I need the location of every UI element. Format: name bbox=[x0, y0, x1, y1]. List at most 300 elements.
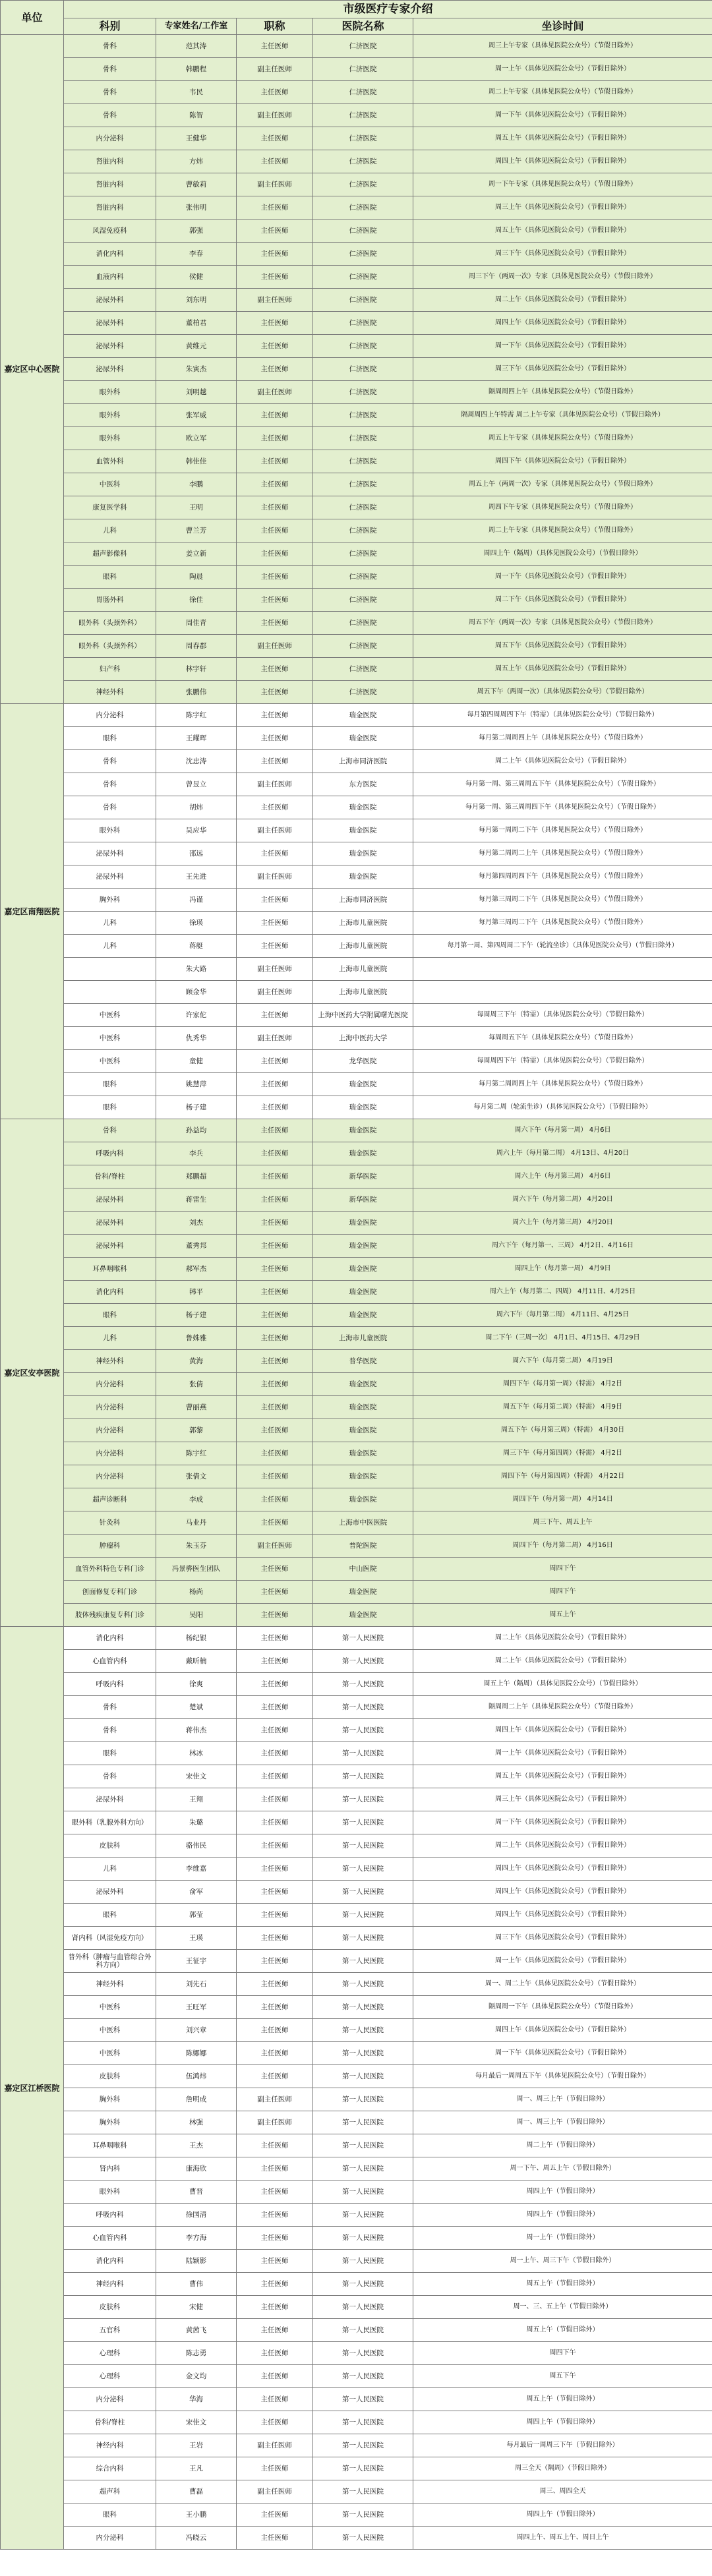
table-row bbox=[1, 2457, 712, 2480]
hospital-cell: 瑞金医院 bbox=[313, 1396, 413, 1419]
name-cell: 林宇轩 bbox=[156, 658, 237, 681]
time-cell: 周一下午（具体见医院公众号）（节假日除外） bbox=[413, 104, 712, 127]
rank-cell: 副主任医师 bbox=[237, 773, 313, 796]
rank-cell: 主任医师 bbox=[237, 2388, 313, 2411]
hospital-cell: 瑞金医院 bbox=[313, 1465, 413, 1488]
dept-cell: 五官科 bbox=[64, 2319, 156, 2342]
name-cell: 韩平 bbox=[156, 1281, 237, 1304]
rank-cell: 副主任医师 bbox=[237, 2088, 313, 2111]
table-row bbox=[1, 2181, 712, 2204]
hospital-cell: 龙华医院 bbox=[313, 1050, 413, 1073]
dept-cell: 眼外科 bbox=[64, 427, 156, 450]
hospital-cell: 瑞金医院 bbox=[313, 1488, 413, 1511]
hospital-cell: 第一人民医院 bbox=[313, 2088, 413, 2111]
time-cell: 隔周周一下午（具体见医院公众号）（节假日除外） bbox=[413, 1996, 712, 2019]
hospital-cell: 上海市儿童医院 bbox=[313, 981, 413, 1004]
table-row bbox=[1, 127, 712, 150]
table-row bbox=[1, 889, 712, 912]
time-cell: 周四下午专家（具体见医院公众号）（节假日除外） bbox=[413, 496, 712, 519]
rank-cell: 主任医师 bbox=[237, 2503, 313, 2527]
table-row bbox=[1, 1511, 712, 1535]
hospital-cell: 仁济医院 bbox=[313, 266, 413, 289]
table-row bbox=[1, 196, 712, 220]
table-row bbox=[1, 1442, 712, 1465]
table-row bbox=[1, 796, 712, 819]
time-cell: 每月最后一周周五下午（具体见医院公众号）（节假日除外） bbox=[413, 2065, 712, 2088]
time-cell: 周五上午（节假日除外） bbox=[413, 2319, 712, 2342]
time-cell: 周五下午 bbox=[413, 2365, 712, 2388]
rank-cell: 主任医师 bbox=[237, 1558, 313, 1581]
hospital-cell: 第一人民医院 bbox=[313, 2227, 413, 2250]
rank-cell: 主任医师 bbox=[237, 266, 313, 289]
rank-cell: 主任医师 bbox=[237, 889, 313, 912]
time-cell: 周五上午（节假日除外） bbox=[413, 2273, 712, 2296]
table-row bbox=[1, 2365, 712, 2388]
hospital-cell: 瑞金医院 bbox=[313, 819, 413, 842]
hospital-cell: 第一人民医院 bbox=[313, 1904, 413, 1927]
hospital-cell: 第一人民医院 bbox=[313, 1650, 413, 1673]
hospital-cell: 仁济医院 bbox=[313, 358, 413, 381]
table-row bbox=[1, 1788, 712, 1811]
time-cell: 周五上午（具体见医院公众号）（节假日除外） bbox=[413, 220, 712, 243]
time-cell: 周一上午（具体见医院公众号）（节假日除外） bbox=[413, 1742, 712, 1765]
hospital-cell: 仁济医院 bbox=[313, 81, 413, 104]
rank-cell: 主任医师 bbox=[237, 519, 313, 542]
time-cell: 每月第一周、第三周周五下午（具体见医院公众号）（节假日除外） bbox=[413, 773, 712, 796]
dept-cell: 眼科 bbox=[64, 1096, 156, 1119]
dept-cell: 泌尿外科 bbox=[64, 1188, 156, 1212]
name-cell: 林强 bbox=[156, 2111, 237, 2134]
dept-cell: 眼科 bbox=[64, 1904, 156, 1927]
rank-cell: 副主任医师 bbox=[237, 1535, 313, 1558]
hospital-cell: 第一人民医院 bbox=[313, 1858, 413, 1881]
table-row bbox=[1, 727, 712, 750]
table-row bbox=[1, 35, 712, 58]
rank-cell: 主任医师 bbox=[237, 1696, 313, 1719]
dept-cell: 超声影像科 bbox=[64, 542, 156, 566]
name-cell: 曹伟 bbox=[156, 2273, 237, 2296]
time-cell: 每月第二周周四上午（具体见医院公众号）（节假日除外） bbox=[413, 727, 712, 750]
table-row bbox=[1, 289, 712, 312]
name-cell: 冯景骅医生团队 bbox=[156, 1558, 237, 1581]
dept-cell: 儿科 bbox=[64, 519, 156, 542]
dept-cell: 泌尿外科 bbox=[64, 1235, 156, 1258]
rank-cell: 主任医师 bbox=[237, 2296, 313, 2319]
name-cell: 陈宇红 bbox=[156, 1442, 237, 1465]
table-row bbox=[1, 1765, 712, 1788]
rank-cell: 主任医师 bbox=[237, 2365, 313, 2388]
time-cell: 周五上午（具体见医院公众号）（节假日除外） bbox=[413, 127, 712, 150]
time-cell: 周一下午（具体见医院公众号）（节假日除外） bbox=[413, 1811, 712, 1834]
name-cell: 李成 bbox=[156, 1488, 237, 1511]
name-cell: 杨纪银 bbox=[156, 1627, 237, 1650]
hospital-cell: 第一人民医院 bbox=[313, 2480, 413, 2503]
name-cell: 王瑛 bbox=[156, 1927, 237, 1950]
dept-cell: 耳鼻咽喉科 bbox=[64, 1258, 156, 1281]
hospital-cell: 第一人民医院 bbox=[313, 1927, 413, 1950]
table-row bbox=[1, 981, 712, 1004]
rank-cell: 主任医师 bbox=[237, 1188, 313, 1212]
hospital-cell: 上海市同济医院 bbox=[313, 750, 413, 773]
name-cell: 姜立新 bbox=[156, 542, 237, 566]
time-cell: 周一上午（节假日除外） bbox=[413, 2227, 712, 2250]
time-cell: 周一、周三上午（节假日除外） bbox=[413, 2111, 712, 2134]
table-row bbox=[1, 2342, 712, 2365]
time-cell: 每月第三周周二下午（具体见医院公众号）（节假日除外） bbox=[413, 912, 712, 935]
rank-cell: 主任医师 bbox=[237, 566, 313, 589]
name-cell: 方炜 bbox=[156, 150, 237, 173]
dept-cell: 中医科 bbox=[64, 1004, 156, 1027]
dept-cell: 肾内科（风湿免疫方向） bbox=[64, 1927, 156, 1950]
name-cell: 宋健 bbox=[156, 2296, 237, 2319]
hospital-cell: 普华医院 bbox=[313, 1350, 413, 1373]
name-cell: 刘明越 bbox=[156, 381, 237, 404]
table-row bbox=[1, 335, 712, 358]
rank-cell: 副主任医师 bbox=[237, 958, 313, 981]
expert-table-body bbox=[1, 35, 712, 2550]
hospital-cell: 第一人民医院 bbox=[313, 2134, 413, 2157]
time-cell: 周一上午、周三下午（节假日除外） bbox=[413, 2250, 712, 2273]
dept-cell: 眼外科 bbox=[64, 404, 156, 427]
table-row bbox=[1, 1581, 712, 1604]
page-title: 市级医疗专家介绍 bbox=[64, 1, 712, 18]
hospital-cell: 第一人民医院 bbox=[313, 1696, 413, 1719]
table-row bbox=[1, 496, 712, 519]
hospital-cell: 瑞金医院 bbox=[313, 1442, 413, 1465]
hospital-cell: 第一人民医院 bbox=[313, 2204, 413, 2227]
dept-cell: 泌尿外科 bbox=[64, 358, 156, 381]
hospital-cell: 上海市儿童医院 bbox=[313, 1327, 413, 1350]
time-cell: 周一下午（具体见医院公众号）（节假日除外） bbox=[413, 566, 712, 589]
rank-cell: 主任医师 bbox=[237, 2342, 313, 2365]
rank-cell: 主任医师 bbox=[237, 1719, 313, 1742]
dept-cell: 呼吸内科 bbox=[64, 1142, 156, 1165]
time-cell: 周二上午（具体见医院公众号）（节假日除外） bbox=[413, 1834, 712, 1858]
rank-cell: 主任医师 bbox=[237, 1096, 313, 1119]
table-row bbox=[1, 104, 712, 127]
rank-cell: 主任医师 bbox=[237, 2204, 313, 2227]
rank-cell: 副主任医师 bbox=[237, 58, 313, 81]
table-row bbox=[1, 589, 712, 612]
dept-cell: 泌尿外科 bbox=[64, 1881, 156, 1904]
time-cell: 周四上午、周五上午、周日上午 bbox=[413, 2527, 712, 2550]
table-row bbox=[1, 635, 712, 658]
dept-cell: 创面修复专科门诊 bbox=[64, 1581, 156, 1604]
rank-cell: 主任医师 bbox=[237, 1604, 313, 1627]
dept-cell: 眼科 bbox=[64, 566, 156, 589]
hospital-cell: 第一人民医院 bbox=[313, 2296, 413, 2319]
hospital-cell: 上海中医药大学附属曙光医院 bbox=[313, 1004, 413, 1027]
table-row bbox=[1, 704, 712, 727]
name-cell: 孙益均 bbox=[156, 1119, 237, 1142]
time-cell: 周六下午（每月第一周） 4月6日 bbox=[413, 1119, 712, 1142]
dept-cell: 泌尿外科 bbox=[64, 335, 156, 358]
name-cell: 胡炜 bbox=[156, 796, 237, 819]
table-row bbox=[1, 2204, 712, 2227]
header-hospital: 医院名称 bbox=[313, 18, 413, 35]
name-cell: 刘杰 bbox=[156, 1212, 237, 1235]
dept-cell: 综合内科 bbox=[64, 2457, 156, 2480]
rank-cell: 主任医师 bbox=[237, 243, 313, 266]
hospital-cell: 瑞金医院 bbox=[313, 1258, 413, 1281]
name-cell: 王小鹏 bbox=[156, 2503, 237, 2527]
hospital-cell: 仁济医院 bbox=[313, 427, 413, 450]
hospital-cell: 第一人民医院 bbox=[313, 2527, 413, 2550]
dept-cell: 眼科 bbox=[64, 2503, 156, 2527]
rank-cell: 主任医师 bbox=[237, 1950, 313, 1973]
name-cell: 童健 bbox=[156, 1050, 237, 1073]
hospital-cell: 仁济医院 bbox=[313, 312, 413, 335]
hospital-cell: 上海中医药大学 bbox=[313, 1027, 413, 1050]
name-cell: 曹晋 bbox=[156, 2181, 237, 2204]
name-cell: 杨子建 bbox=[156, 1096, 237, 1119]
table-row bbox=[1, 220, 712, 243]
dept-cell: 内分泌科 bbox=[64, 1373, 156, 1396]
hospital-cell: 瑞金医院 bbox=[313, 1373, 413, 1396]
name-cell: 沈忠涛 bbox=[156, 750, 237, 773]
hospital-cell: 第一人民医院 bbox=[313, 1788, 413, 1811]
time-cell: 周四上午（节假日除外） bbox=[413, 2204, 712, 2227]
rank-cell: 主任医师 bbox=[237, 912, 313, 935]
dept-cell: 骨科/脊柱 bbox=[64, 1165, 156, 1188]
dept-cell: 眼外科（乳腺外科方向） bbox=[64, 1811, 156, 1834]
table-row bbox=[1, 2134, 712, 2157]
name-cell: 曹兰芳 bbox=[156, 519, 237, 542]
time-cell: 周六下午（每月第二周） 4月19日 bbox=[413, 1350, 712, 1373]
dept-cell: 血液内科 bbox=[64, 266, 156, 289]
dept-cell: 超声科 bbox=[64, 2480, 156, 2503]
time-cell: 每月第一周、第四周周二下午（轮流坐诊）（具体见医院公众号）（节假日除外） bbox=[413, 935, 712, 958]
name-cell: 郭强 bbox=[156, 220, 237, 243]
rank-cell: 主任医师 bbox=[237, 1396, 313, 1419]
dept-cell: 中医科 bbox=[64, 473, 156, 496]
rank-cell: 主任医师 bbox=[237, 935, 313, 958]
time-cell: 周一下午（具体见医院公众号）（节假日除外） bbox=[413, 2042, 712, 2065]
hospital-cell: 第一人民医院 bbox=[313, 2434, 413, 2457]
name-cell: 戴昕楠 bbox=[156, 1650, 237, 1673]
rank-cell: 主任医师 bbox=[237, 1788, 313, 1811]
table-row bbox=[1, 2319, 712, 2342]
name-cell: 张伟明 bbox=[156, 196, 237, 220]
name-cell: 蒋艇 bbox=[156, 935, 237, 958]
name-cell: 仇秀华 bbox=[156, 1027, 237, 1050]
time-cell: 周五下午（两周一次）（具体见医院公众号）（节假日除外） bbox=[413, 681, 712, 704]
hospital-cell: 瑞金医院 bbox=[313, 1419, 413, 1442]
rank-cell: 主任医师 bbox=[237, 81, 313, 104]
name-cell: 伍鸿炜 bbox=[156, 2065, 237, 2088]
hospital-cell: 第一人民医院 bbox=[313, 2457, 413, 2480]
hospital-cell: 仁济医院 bbox=[313, 589, 413, 612]
dept-cell: 骨科 bbox=[64, 35, 156, 58]
table-row bbox=[1, 1881, 712, 1904]
rank-cell: 副主任医师 bbox=[237, 173, 313, 196]
unit-cell: 嘉定区江桥医院 bbox=[1, 1627, 64, 2550]
name-cell: 朱大路 bbox=[156, 958, 237, 981]
rank-cell: 主任医师 bbox=[237, 1442, 313, 1465]
hospital-cell: 仁济医院 bbox=[313, 450, 413, 473]
rank-cell: 主任医师 bbox=[237, 1350, 313, 1373]
name-cell: 李方海 bbox=[156, 2227, 237, 2250]
rank-cell: 主任医师 bbox=[237, 1511, 313, 1535]
unit-cell: 嘉定区南翔医院 bbox=[1, 704, 64, 1119]
dept-cell bbox=[64, 981, 156, 1004]
table-row bbox=[1, 1050, 712, 1073]
table-row bbox=[1, 2227, 712, 2250]
time-cell: 周五下午（两周一次）专家（具体见医院公众号）（节假日除外） bbox=[413, 612, 712, 635]
hospital-cell: 瑞金医院 bbox=[313, 704, 413, 727]
name-cell: 韩佳佳 bbox=[156, 450, 237, 473]
table-row bbox=[1, 1188, 712, 1212]
name-cell: 曹敏莉 bbox=[156, 173, 237, 196]
hospital-cell: 仁济医院 bbox=[313, 220, 413, 243]
dept-cell: 皮肤科 bbox=[64, 2296, 156, 2319]
hospital-cell: 仁济医院 bbox=[313, 519, 413, 542]
table-row bbox=[1, 2503, 712, 2527]
rank-cell: 副主任医师 bbox=[237, 2111, 313, 2134]
unit-cell: 嘉定区安亭医院 bbox=[1, 1119, 64, 1627]
rank-cell: 主任医师 bbox=[237, 150, 313, 173]
table-row bbox=[1, 865, 712, 889]
name-cell: 徐爽 bbox=[156, 1673, 237, 1696]
hospital-cell: 瑞金医院 bbox=[313, 1119, 413, 1142]
dept-cell: 心理科 bbox=[64, 2365, 156, 2388]
rank-cell: 主任医师 bbox=[237, 2157, 313, 2181]
name-cell: 陆颖影 bbox=[156, 2250, 237, 2273]
dept-cell: 胃肠外科 bbox=[64, 589, 156, 612]
name-cell: 董柏君 bbox=[156, 312, 237, 335]
dept-cell: 眼科 bbox=[64, 1742, 156, 1765]
name-cell: 杨子建 bbox=[156, 1304, 237, 1327]
table-row bbox=[1, 1073, 712, 1096]
table-row bbox=[1, 1004, 712, 1027]
dept-cell: 心理科 bbox=[64, 2342, 156, 2365]
table-row bbox=[1, 2527, 712, 2550]
hospital-cell: 第一人民医院 bbox=[313, 2157, 413, 2181]
table-row bbox=[1, 1719, 712, 1742]
dept-cell: 儿科 bbox=[64, 912, 156, 935]
time-cell: 每月第二周（轮流坐诊）（具体见医院公众号）（节假日除外） bbox=[413, 1096, 712, 1119]
name-cell: 张倩文 bbox=[156, 1465, 237, 1488]
dept-cell: 皮肤科 bbox=[64, 1834, 156, 1858]
time-cell: 周五上午（具体见医院公众号）（节假日除外） bbox=[413, 658, 712, 681]
name-cell: 徐佳 bbox=[156, 589, 237, 612]
rank-cell: 主任医师 bbox=[237, 2273, 313, 2296]
dept-cell: 泌尿外科 bbox=[64, 1212, 156, 1235]
hospital-cell: 第一人民医院 bbox=[313, 1950, 413, 1973]
hospital-cell: 仁济医院 bbox=[313, 173, 413, 196]
name-cell: 骆伟民 bbox=[156, 1834, 237, 1858]
time-cell: 周三上午（具体见医院公众号）（节假日除外） bbox=[413, 1788, 712, 1811]
table-row bbox=[1, 1927, 712, 1950]
time-cell: 周二上午（具体见医院公众号）（节假日除外） bbox=[413, 289, 712, 312]
name-cell: 张鹏伟 bbox=[156, 681, 237, 704]
rank-cell: 主任医师 bbox=[237, 2181, 313, 2204]
dept-cell: 神经外科 bbox=[64, 1350, 156, 1373]
hospital-cell: 仁济医院 bbox=[313, 381, 413, 404]
table-row bbox=[1, 1165, 712, 1188]
time-cell: 周五上午（节假日除外） bbox=[413, 2388, 712, 2411]
time-cell: 周二上午（具体见医院公众号）（节假日除外） bbox=[413, 1650, 712, 1673]
hospital-cell: 上海市儿童医院 bbox=[313, 935, 413, 958]
table-row bbox=[1, 1327, 712, 1350]
time-cell: 周四上午（节假日除外） bbox=[413, 2503, 712, 2527]
time-cell: 周二上午专家（具体见医院公众号）（节假日除外） bbox=[413, 519, 712, 542]
dept-cell: 普外科（肿瘤与血管综合外科方向） bbox=[64, 1950, 156, 1973]
dept-cell: 消化内科 bbox=[64, 1281, 156, 1304]
name-cell: 朱寅杰 bbox=[156, 358, 237, 381]
dept-cell: 内分泌科 bbox=[64, 127, 156, 150]
table-row bbox=[1, 1811, 712, 1834]
rank-cell: 主任医师 bbox=[237, 1765, 313, 1788]
table-row bbox=[1, 427, 712, 450]
dept-cell: 骨科 bbox=[64, 1119, 156, 1142]
time-cell: 周五上午（具体见医院公众号）（节假日除外） bbox=[413, 1765, 712, 1788]
time-cell: 隔周周四上午特需 周二上午专家（具体见医院公众号）（节假日除外） bbox=[413, 404, 712, 427]
name-cell: 黄茜飞 bbox=[156, 2319, 237, 2342]
rank-cell: 主任医师 bbox=[237, 1488, 313, 1511]
time-cell bbox=[413, 981, 712, 1004]
name-cell: 郭莹 bbox=[156, 1904, 237, 1927]
dept-cell: 妇产科 bbox=[64, 658, 156, 681]
time-cell: 周五下午（具体见医院公众号）（节假日除外） bbox=[413, 635, 712, 658]
time-cell: 周二上午（节假日除外） bbox=[413, 2134, 712, 2157]
table-row bbox=[1, 750, 712, 773]
table-row bbox=[1, 1096, 712, 1119]
name-cell: 陶晨 bbox=[156, 566, 237, 589]
hospital-cell: 仁济医院 bbox=[313, 496, 413, 519]
hospital-cell: 瑞金医院 bbox=[313, 1073, 413, 1096]
hospital-cell: 瑞金医院 bbox=[313, 1581, 413, 1604]
hospital-cell: 第一人民医院 bbox=[313, 1811, 413, 1834]
time-cell: 周三全天（隔周）（节假日除外） bbox=[413, 2457, 712, 2480]
hospital-cell: 瑞金医院 bbox=[313, 1096, 413, 1119]
hospital-cell: 上海市儿童医院 bbox=[313, 958, 413, 981]
rank-cell: 副主任医师 bbox=[237, 381, 313, 404]
time-cell: 周四上午（具体见医院公众号）（节假日除外） bbox=[413, 1858, 712, 1881]
rank-cell: 主任医师 bbox=[237, 496, 313, 519]
table-row bbox=[1, 958, 712, 981]
rank-cell: 副主任医师 bbox=[237, 1027, 313, 1050]
table-row bbox=[1, 2019, 712, 2042]
rank-cell: 主任医师 bbox=[237, 2527, 313, 2550]
dept-cell: 肾脏内科 bbox=[64, 150, 156, 173]
time-cell: 周五下午（每月第三周）（特需） 4月30日 bbox=[413, 1419, 712, 1442]
hospital-cell: 新华医院 bbox=[313, 1188, 413, 1212]
hospital-cell: 仁济医院 bbox=[313, 289, 413, 312]
table-row bbox=[1, 266, 712, 289]
dept-cell: 耳鼻咽喉科 bbox=[64, 2134, 156, 2157]
hospital-cell: 仁济医院 bbox=[313, 196, 413, 220]
name-cell: 徐瑛 bbox=[156, 912, 237, 935]
dept-cell: 泌尿外科 bbox=[64, 1788, 156, 1811]
time-cell: 周一下午、周五上午（节假日除外） bbox=[413, 2157, 712, 2181]
rank-cell: 主任医师 bbox=[237, 1673, 313, 1696]
hospital-cell: 第一人民医院 bbox=[313, 2365, 413, 2388]
hospital-cell: 第一人民医院 bbox=[313, 1973, 413, 1996]
table-row bbox=[1, 1235, 712, 1258]
table-row bbox=[1, 912, 712, 935]
name-cell: 许家佗 bbox=[156, 1004, 237, 1027]
time-cell: 周四上午（具体见医院公众号）（节假日除外） bbox=[413, 312, 712, 335]
name-cell: 宋佳文 bbox=[156, 2411, 237, 2434]
rank-cell: 主任医师 bbox=[237, 1465, 313, 1488]
table-row bbox=[1, 150, 712, 173]
dept-cell: 神经内科 bbox=[64, 2273, 156, 2296]
time-cell: 周五上午 bbox=[413, 1604, 712, 1627]
name-cell: 宋佳文 bbox=[156, 1765, 237, 1788]
time-cell: 每月最后一周周三下午（节假日除外） bbox=[413, 2434, 712, 2457]
time-cell: 每月第一周周二下午（具体见医院公众号）（节假日除外） bbox=[413, 819, 712, 842]
